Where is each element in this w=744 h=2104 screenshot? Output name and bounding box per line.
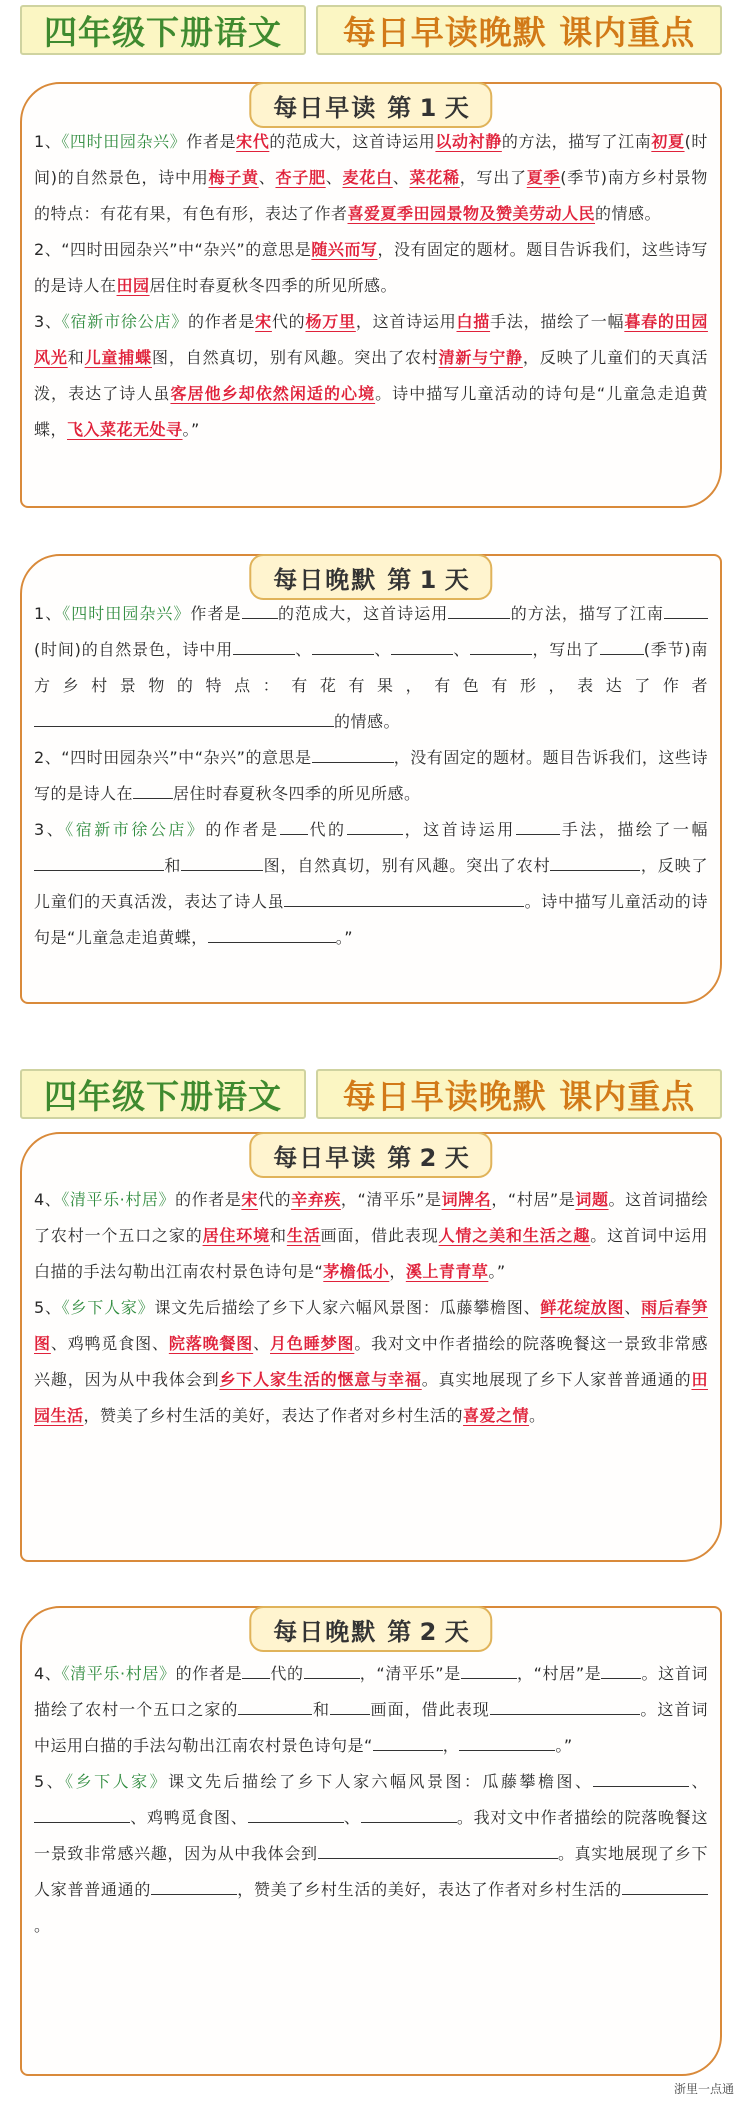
card-day: 第 1 天 bbox=[387, 93, 469, 122]
item-4: 4、《清平乐·村居》的作者是宋代的辛弃疾，“清平乐”是词牌名，“村居”是词题。这首词描绘了农村一个五口之家的居住环境和生活画面，借此表现人情之美和生活之趣。这首词中运用白描的手法勾勒出江南农村景色诗句是“茅檐低小，溪上青青草。” bbox=[34, 1190, 708, 1281]
card-title-badge bbox=[249, 82, 492, 128]
item-2-blank: 2、“四时田园杂兴”中“杂兴”的意思是 ，没有固定的题材。题目告诉我们，这些诗写的是诗人在 居住时春夏秋冬四季的所见所感。 bbox=[34, 748, 708, 803]
card-title-badge bbox=[249, 1606, 492, 1652]
item-1-blank: 1、《四时田园杂兴》作者是 的范成大，这首诗运用 的方法，描写了江南(时间)的自然景色，诗中用 、 、 、 ，写出了 (季节)南方乡村景物的特点：有花有果，有色有形，表达了作者的情感。 bbox=[34, 604, 708, 731]
card-day: 第 2 天 bbox=[387, 1617, 469, 1646]
card-title-badge bbox=[249, 554, 492, 600]
item-5: 5、《乡下人家》课文先后描绘了乡下人家六幅风景图：瓜藤攀檐图、鲜花绽放图、雨后春笋图、鸡鸭觅食图、院落晚餐图、月色睡梦图。我对文中作者描绘的院落晚餐这一景致非常感兴趣，因为从中我体会到乡下人家生活的惬意与幸福。真实地展现了乡下人家普普通通的田园生活，赞美了乡村生活的美好，表达了作者对乡村生活的喜爱之情。 bbox=[34, 1298, 708, 1425]
card-day2-silent bbox=[20, 1606, 722, 2076]
footer-source: 浙里一点通 bbox=[673, 2082, 734, 2096]
card-title: 每日早读 bbox=[273, 1143, 378, 1172]
banner-series-label: 每日早读晚默 课内重点 bbox=[316, 5, 722, 55]
card-day1-silent bbox=[20, 554, 722, 1004]
card-body bbox=[34, 596, 708, 956]
card-day: 第 1 天 bbox=[387, 565, 469, 594]
banner-grade-label: 四年级下册语文 bbox=[20, 1069, 306, 1119]
item-4-blank: 4、《清平乐·村居》的作者是 代的 ，“清平乐”是 ，“村居”是 。这首词描绘了农村一个五口之家的 和 画面，借此表现 。这首词中运用白描的手法勾勒出江南农村景色诗句是“ ， 。” bbox=[34, 1664, 708, 1755]
card-body bbox=[34, 124, 708, 448]
card-body bbox=[34, 1182, 708, 1434]
item-2: 2、“四时田园杂兴”中“杂兴”的意思是随兴而写，没有固定的题材。题目告诉我们，这些诗写的是诗人在田园居住时春夏秋冬四季的所见所感。 bbox=[34, 240, 708, 295]
card-day: 第 2 天 bbox=[387, 1143, 469, 1172]
banner-1 bbox=[20, 4, 722, 56]
card-body bbox=[34, 1656, 708, 1944]
banner-2 bbox=[20, 1068, 722, 1120]
banner-grade-label: 四年级下册语文 bbox=[20, 5, 306, 55]
item-1: 1、《四时田园杂兴》作者是宋代的范成大，这首诗运用以动衬静的方法，描写了江南初夏(时间)的自然景色，诗中用梅子黄、杏子肥、麦花白、菜花稀，写出了夏季(季节)南方乡村景物的特点：有花有果，有色有形，表达了作者喜爱夏季田园景物及赞美劳动人民的情感。 bbox=[34, 132, 708, 223]
card-day2-read bbox=[20, 1132, 722, 1562]
item-3: 3、《宿新市徐公店》的作者是宋代的杨万里，这首诗运用白描手法，描绘了一幅暮春的田园风光和儿童捕蝶图，自然真切，别有风趣。突出了农村清新与宁静，反映了儿童们的天真活泼，表达了诗人虽客居他乡却依然闲适的心境。诗中描写儿童活动的诗句是“儿童急走追黄蝶，飞入菜花无处寻。” bbox=[34, 312, 708, 439]
item-3-blank: 3、《宿新市徐公店》的作者是 代的 ，这首诗运用 手法，描绘了一幅和 图，自然真切，别有风趣。突出了农村 ，反映了儿童们的天真活泼，表达了诗人虽 。诗中描写儿童活动的诗句是“儿童急走追黄蝶， 。” bbox=[34, 820, 708, 947]
card-title-badge bbox=[249, 1132, 492, 1178]
card-day1-read bbox=[20, 82, 722, 508]
card-title: 每日晚默 bbox=[273, 1617, 378, 1646]
card-title: 每日晚默 bbox=[273, 565, 378, 594]
item-5-blank: 5、《乡下人家》课文先后描绘了乡下人家六幅风景图：瓜藤攀檐图、 、、鸡鸭觅食图、 、 。我对文中作者描绘的院落晚餐这一景致非常感兴趣，因为从中我体会到 。真实地展现了乡下人家普普通通的 ，赞美了乡村生活的美好，表达了作者对乡村生活的。 bbox=[34, 1772, 708, 1935]
banner-series-label: 每日早读晚默 课内重点 bbox=[316, 1069, 722, 1119]
card-title: 每日早读 bbox=[273, 93, 378, 122]
